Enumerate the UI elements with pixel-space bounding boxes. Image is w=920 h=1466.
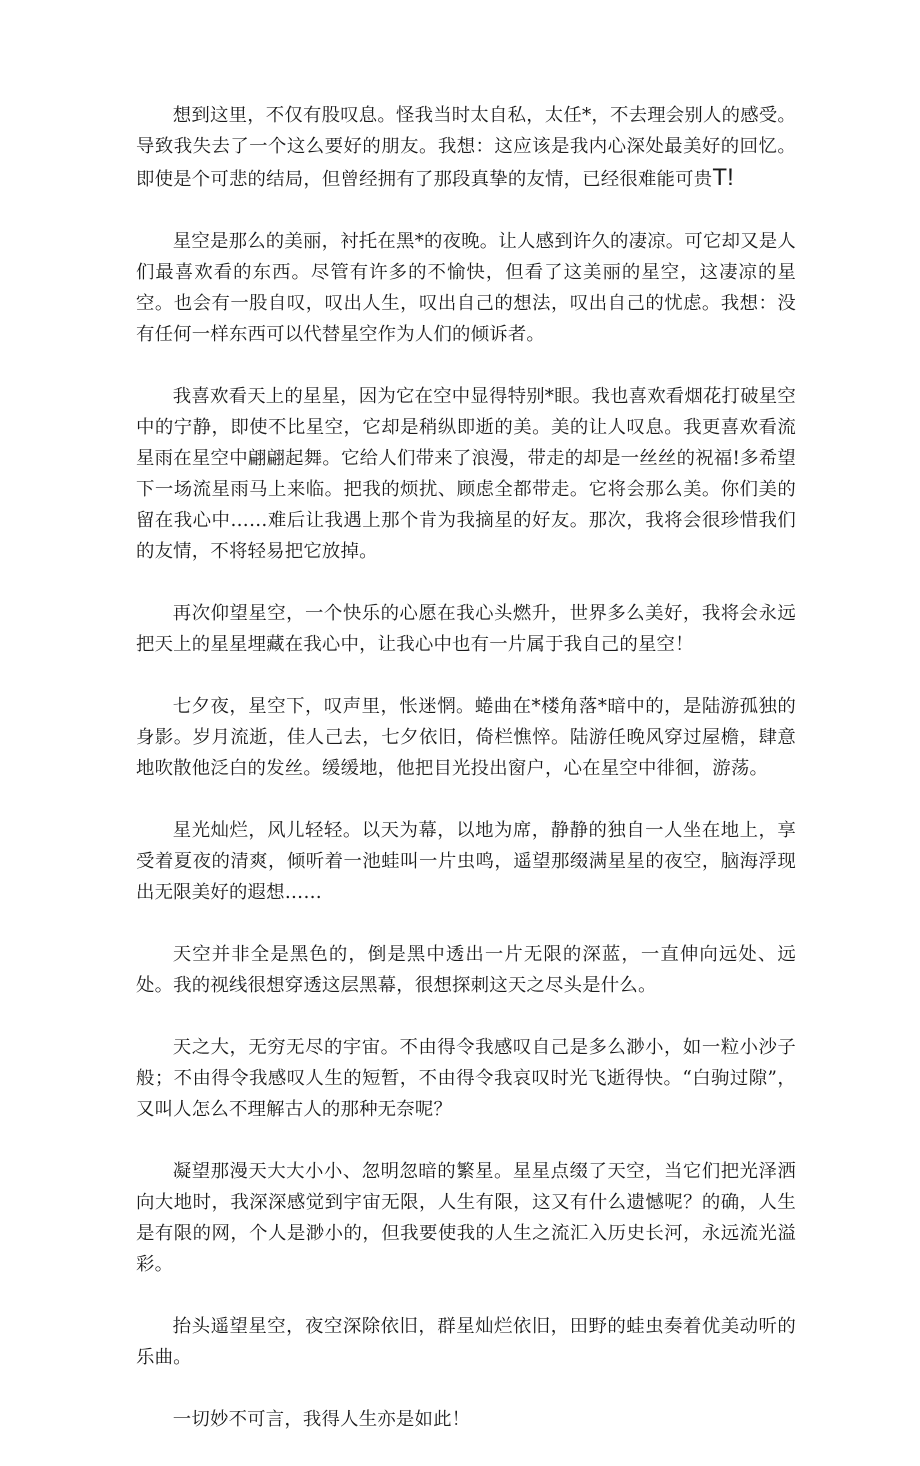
document-body: [136, 100, 796, 1466]
paragraph-tail: T!: [712, 164, 735, 191]
paragraph: 抬头遥望星空，夜空深除依旧，群星灿烂依旧，田野的蛙虫奏着优美动听的乐曲。: [136, 1316, 796, 1368]
paragraph: [136, 100, 796, 195]
paragraph: 我喜欢看天上的星星，因为它在空中显得特别*眼。我也喜欢看烟花打破星空中的宁静，即使不比星空，它却是稍纵即逝的美。美的让人叹息。我更喜欢看流星雨在星空中翩翩起舞。它给人们带来了浪漫，带走的却是一丝丝的祝福!多希望下一场流星雨马上来临。把我的烦扰、顾虑全都带走。它将会那么美。你们美的留在我心中……难后让我遇上那个肯为我摘星的好友。那次，我将会很珍惜我们的友情，不将轻易把它放掉。: [136, 386, 796, 562]
paragraph-text: 想到这里，不仅有股叹息。怪我当时太自私，太任*，不去理会别人的感受。导致我失去了一个这么要好的朋友。我想：这应该是我内心深处最美好的回忆。即使是个可悲的结局，但曾经拥有了那段真挚的友情，已经很难能可贵: [136, 105, 796, 190]
paragraph: 凝望那漫天大大小小、忽明忽暗的繁星。星星点缀了天空，当它们把光泽洒向大地时，我深深感觉到宇宙无限，人生有限，这又有什么遗憾呢？的确，人生是有限的网，个人是渺小的，但我要使我的人生之流汇入历史长河，永远流光溢彩。: [136, 1161, 796, 1275]
paragraph: 星空是那么的美丽，衬托在黑*的夜晚。让人感到许久的凄凉。可它却又是人们最喜欢看的东西。尽管有许多的不愉快，但看了这美丽的星空，这凄凉的星空。也会有一股自叹，叹出人生，叹出自己的想法，叹出自己的忧虑。我想：没有任何一样东西可以代替星空作为人们的倾诉者。: [136, 231, 796, 345]
paragraph: 天之大，无穷无尽的宇宙。不由得令我感叹自己是多么渺小，如一粒小沙子般；不由得令我感叹人生的短暂，不由得令我哀叹时光飞逝得快。“白驹过隙”，又叫人怎么不理解古人的那种无奈呢？: [136, 1037, 796, 1120]
paragraph: 再次仰望星空，一个快乐的心愿在我心头燃升，世界多么美好，我将会永远把天上的星星埋藏在我心中，让我心中也有一片属于我自己的星空！: [136, 603, 796, 655]
paragraph: 天空并非全是黑色的，倒是黑中透出一片无限的深蓝，一直伸向远处、远处。我的视线很想穿透这层黑幕，很想探刺这天之尽头是什么。: [136, 944, 796, 996]
paragraph: 七夕夜，星空下，叹声里，怅迷惘。蜷曲在*楼角落*暗中的，是陆游孤独的身影。岁月流逝，佳人己去，七夕依旧，倚栏憔悴。陆游任晚风穿过屋檐，肆意地吹散他泛白的发丝。缓缓地，他把目光投出窗户，心在星空中徘徊，游荡。: [136, 696, 796, 779]
paragraph: 一切妙不可言，我得人生亦是如此！: [172, 1409, 471, 1430]
paragraph: 星光灿烂，风儿轻轻。以天为幕，以地为席，静静的独自一人坐在地上，享受着夏夜的清爽，倾听着一池蛙叫一片虫鸣，遥望那缀满星星的夜空，脑海浮现出无限美好的遐想……: [136, 820, 796, 903]
